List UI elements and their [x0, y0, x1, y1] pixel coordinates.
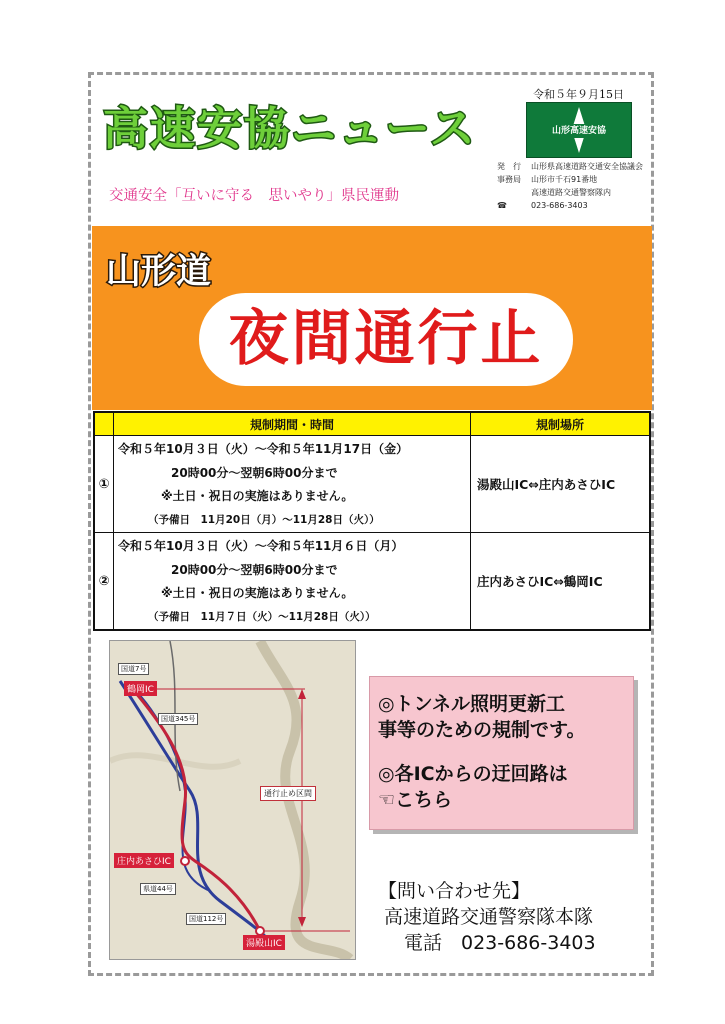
contact-heading: 【問い合わせ先】 — [378, 880, 531, 902]
issue-date: 令和５年９月15日 — [533, 88, 624, 101]
row-number: ② — [94, 533, 114, 631]
place-cell: 湯殿山IC⇔庄内あさひIC — [471, 436, 651, 533]
header-period: 規制期間・時間 — [114, 412, 471, 436]
publisher-row: 事務局 山形市千石91番地 — [497, 175, 598, 184]
phone-icon: ☎ — [497, 201, 507, 210]
route-label: 国道345号 — [158, 713, 198, 725]
notice-line: 事等のための規制です。 — [378, 719, 586, 741]
notice-line: ◎トンネル照明更新工 — [378, 693, 566, 715]
notice-box — [369, 676, 634, 830]
contact-info — [378, 878, 596, 956]
route-label: 県道44号 — [140, 883, 176, 895]
regulation-table — [93, 411, 651, 631]
ic-label-tsuruoka: 鶴岡IC — [124, 681, 157, 696]
place-cell: 庄内あさひIC⇔鶴岡IC — [471, 533, 651, 631]
table-header-row — [94, 412, 650, 436]
association-logo — [526, 102, 632, 158]
closure-banner — [92, 226, 652, 410]
campaign-slogan: 交通安全「互いに守る 思いやり」県民運動 — [109, 188, 399, 204]
route-label: 国道112号 — [186, 913, 226, 925]
period-cell: 令和５年10月３日（火）～令和５年11月17日（金） 20時00分～翌朝6時00分まで ※土日・祝日の実施はありません。 （予備日 11月20日（月）～11月28日（火）） — [114, 436, 471, 533]
publisher-row: 高速道路交通警察隊内 — [531, 188, 611, 197]
ic-label-shonai-asahi: 庄内あさひIC — [114, 853, 174, 868]
publisher-row: ☎ 023-686-3403 — [497, 201, 588, 210]
contact-phone: 電話 023-686-3403 — [404, 932, 596, 954]
closure-zone-label: 通行止め区間 — [260, 786, 316, 801]
table-row — [94, 533, 650, 631]
closure-title: 夜間通行止 — [228, 304, 544, 374]
detour-link[interactable]: ☜こちら — [378, 789, 453, 811]
period-cell: 令和５年10月３日（火）～令和５年11月６日（月） 20時00分～翌朝6時00分まで ※土日・祝日の実施はありません。 （予備日 11月７日（火）～11月28日（火）） — [114, 533, 471, 631]
newsletter-title: 高速安協ニュース — [103, 102, 477, 155]
ic-label-yudonosan: 湯殿山IC — [243, 935, 285, 950]
table-row — [94, 436, 650, 533]
notice-line: ◎各ICからの迂回路は — [378, 763, 568, 785]
header-place: 規制場所 — [471, 412, 651, 436]
detour-map[interactable] — [109, 640, 356, 960]
row-number: ① — [94, 436, 114, 533]
logo-text: 山形高速安協 — [547, 124, 611, 138]
contact-org: 高速道路交通警察隊本隊 — [384, 906, 594, 928]
publisher-row: 発 行 山形県高速道路交通安全協議会 — [497, 162, 643, 171]
route-label: 国道7号 — [118, 663, 149, 675]
road-name: 山形道 — [106, 252, 212, 292]
publisher-info — [497, 160, 643, 212]
header-num — [94, 412, 114, 436]
